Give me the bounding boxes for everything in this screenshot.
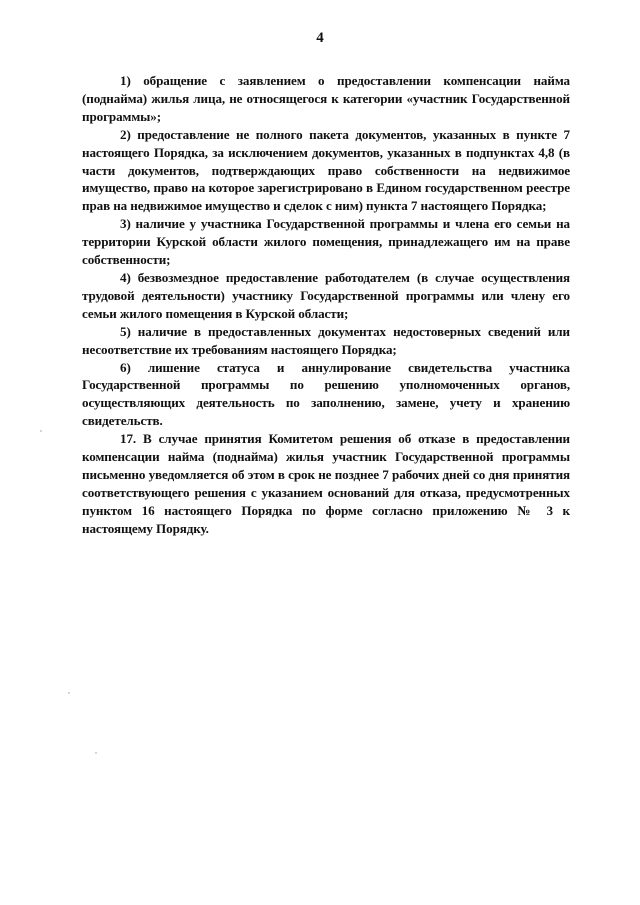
scan-speck: [95, 752, 97, 754]
scan-speck: [40, 430, 42, 432]
paragraph-17: 17. В случае принятия Комитетом решения об отказе в предоставлении компенсации найма (поднайма) жилья участник Государственной программы письменно уведомляется об этом в срок не позднее 7 рабочих дней со дня принятия соответствующего решения с указанием оснований для отказа, предусмотренных пунктом 16 настоящего Порядка по форме согласно приложению № 3 к настоящему Порядку.: [82, 431, 570, 536]
paragraph-item-3: 3) наличие у участника Государственной программы и члена его семьи на территории Курской области жилого помещения, принадлежащего им на праве собственности;: [82, 216, 570, 268]
document-body: [82, 72, 570, 538]
paragraph-item-6: 6) лишение статуса и аннулирование свидетельства участника Государственной программы по решению уполномоченных органов, осуществляющих деятельность по заполнению, замене, учету и хранению свидетельств.: [82, 359, 570, 429]
paragraph-item-1: 1) обращение с заявлением о предоставлении компенсации найма (поднайма) жилья лица, не относящегося к категории «участник Государственной программы»;: [82, 73, 570, 124]
paragraph-item-5: 5) наличие в предоставленных документах недостоверных сведений или несоответствие их требованиям настоящего Порядка;: [82, 323, 570, 357]
paragraph-item-2: 2) предоставление не полного пакета документов, указанных в пункте 7 настоящего Порядка, за исключением документов, указанных в подпунктах 4,8 (в части документов, подтверждающих право собственности на недвижимое имущество, право на которое зарегистрировано в Едином государственном реестре прав на недвижимое имущество и сделок с ним) пункта 7 настоящего Порядка;: [82, 126, 570, 214]
paragraph-item-4: 4) безвозмездное предоставление работодателем (в случае осуществления трудовой деятельности) участнику Государственной программы или члену его семьи жилого помещения в Курской области;: [82, 269, 570, 321]
scan-speck: [68, 692, 70, 694]
page-number: 4: [316, 30, 324, 46]
